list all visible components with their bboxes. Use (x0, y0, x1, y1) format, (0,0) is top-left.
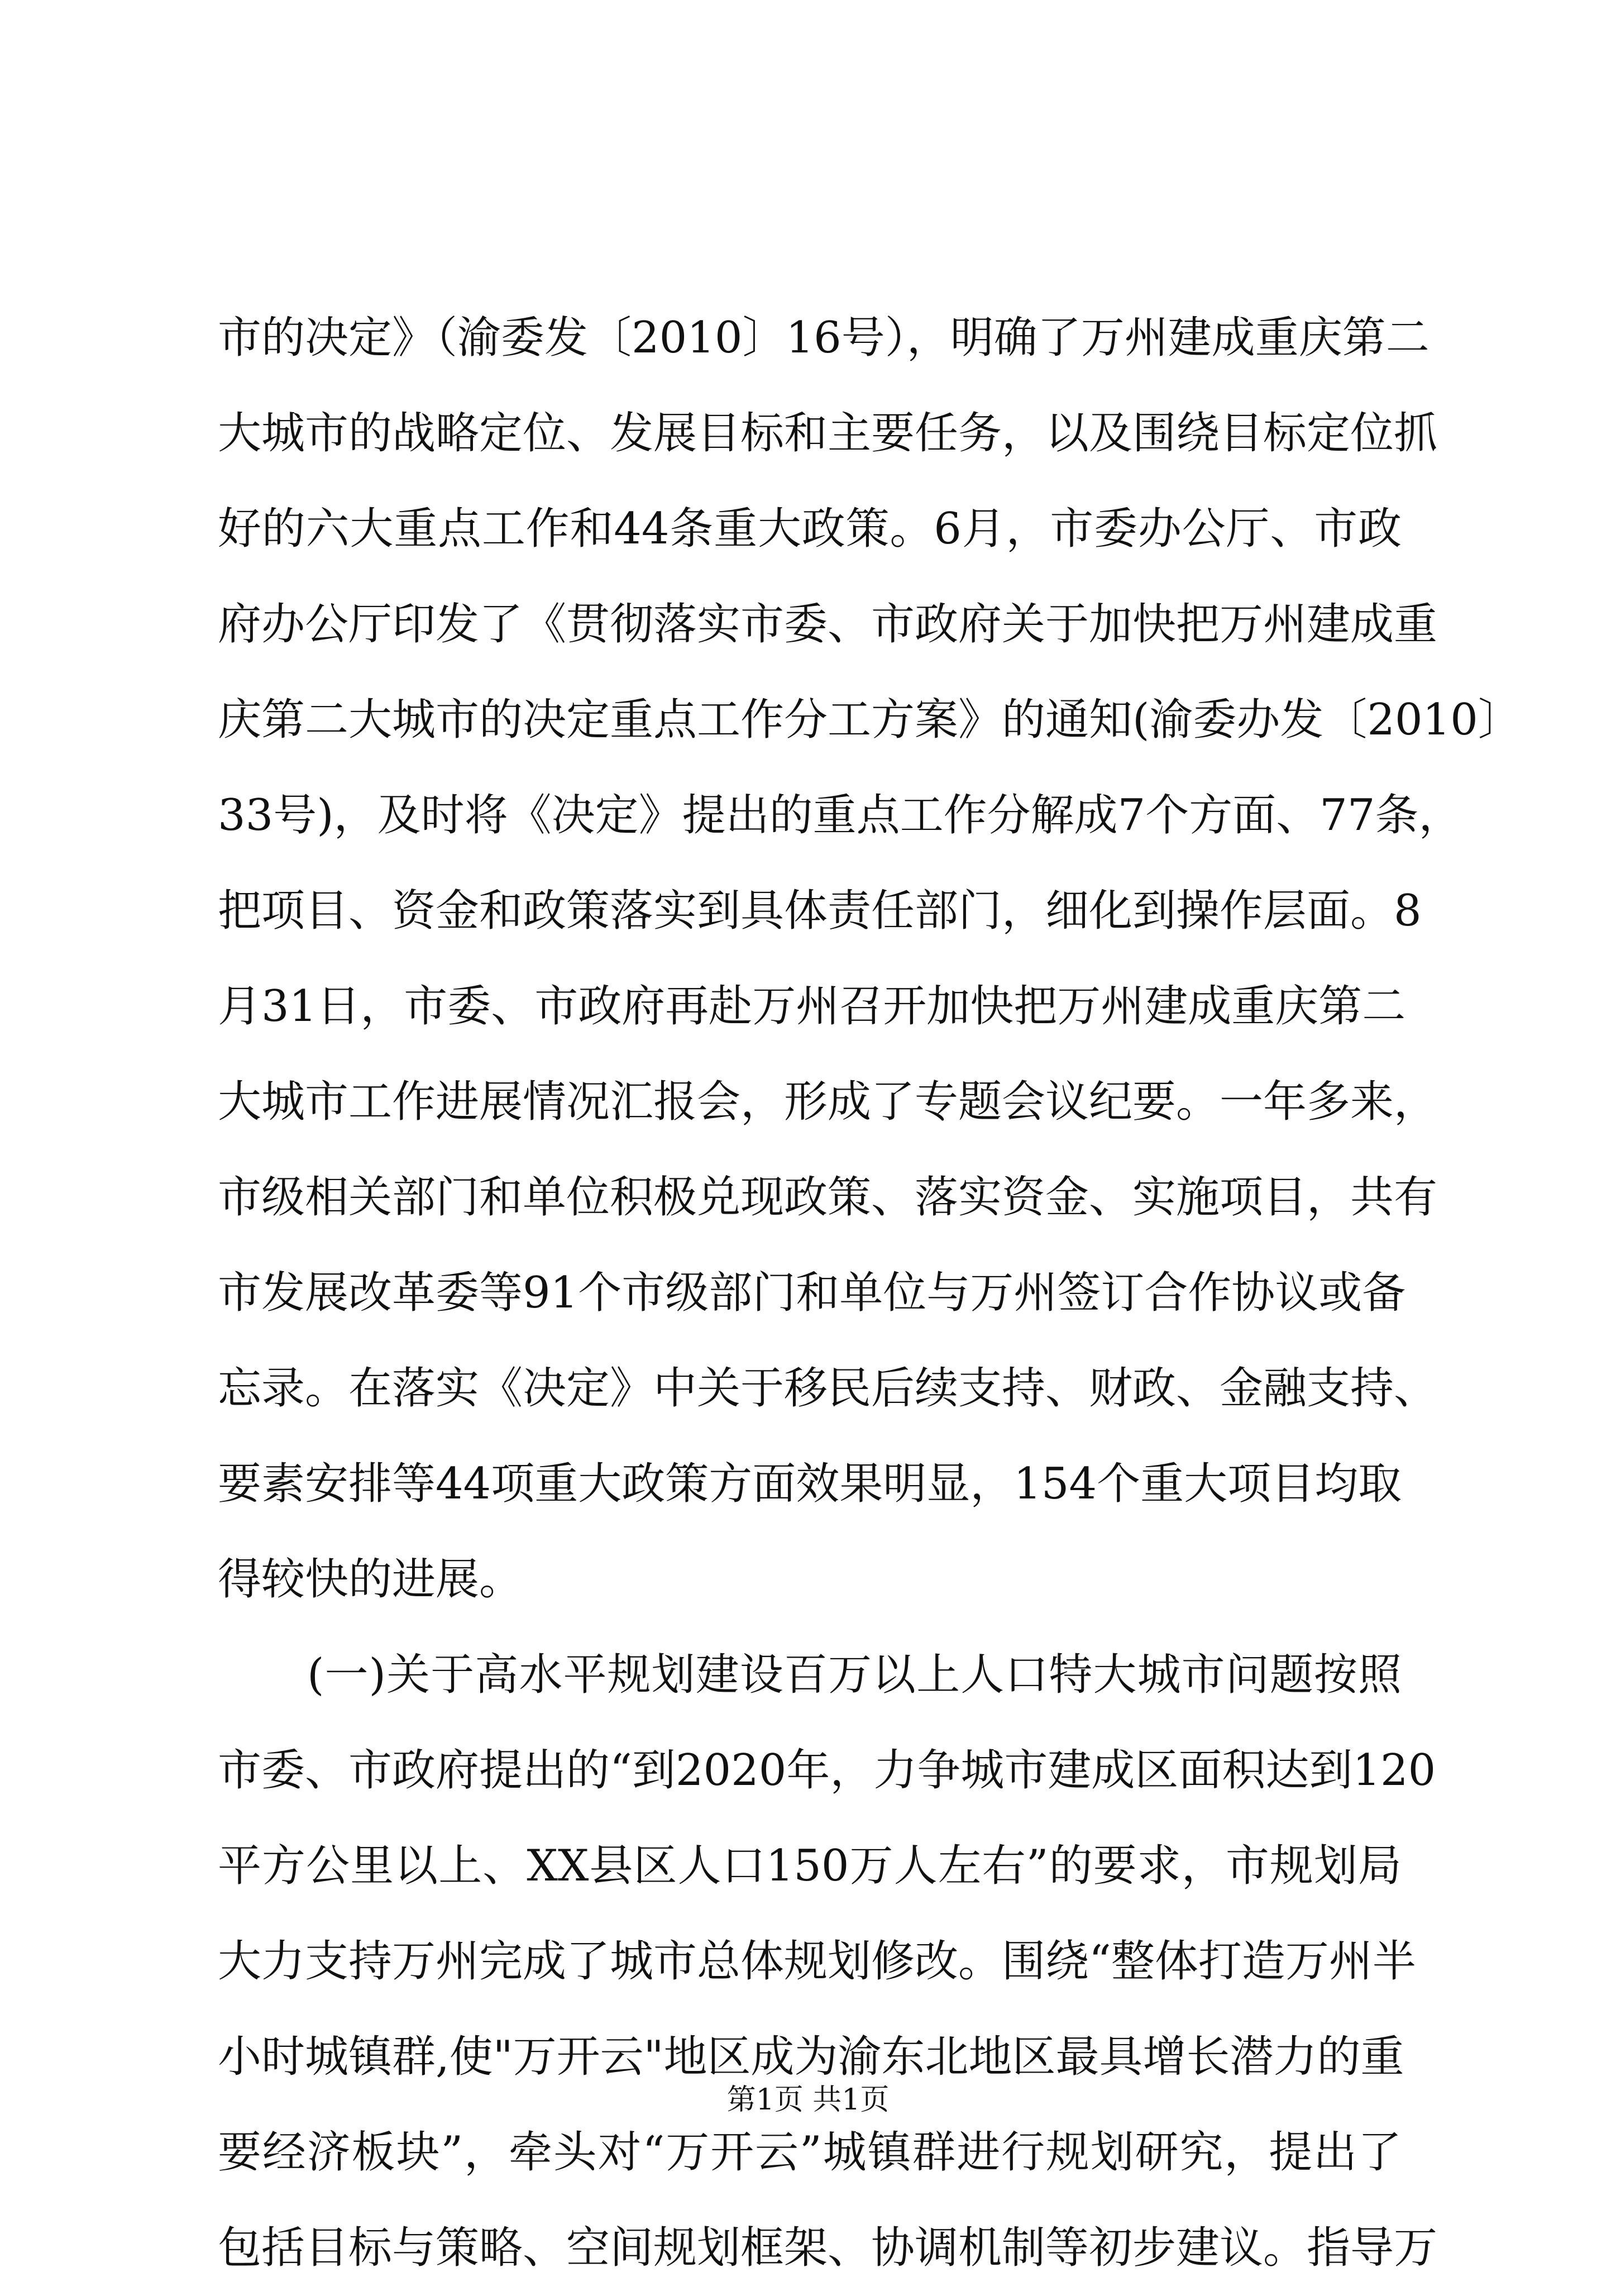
text-line: 大城市的战略定位、发展目标和主要任务，以及围绕目标定位抓 (218, 408, 1438, 459)
text-line: 包括目标与策略、空间规划框架、协调机制等初步建议。指导万 (218, 2223, 1438, 2273)
text-line: 要经济板块”，牵头对“万开云”城镇群进行规划研究，提出了 (218, 2127, 1402, 2178)
text-line: 大城市工作进展情况汇报会，形成了专题会议纪要。一年多来， (218, 1077, 1438, 1127)
text-line: 月31日，市委、市政府再赴万州召开加快把万州建成重庆第二 (218, 981, 1406, 1032)
text-line: 府办公厅印发了《贯彻落实市委、市政府关于加快把万州建成重 (218, 599, 1438, 650)
text-line: 把项目、资金和政策落实到具体责任部门，细化到操作层面。8 (218, 886, 1422, 936)
text-line: 得较快的进展。 (218, 1554, 523, 1605)
text-line: 市发展改革委等91个市级部门和单位与万州签订合作协议或备 (218, 1268, 1406, 1318)
body-text (218, 290, 1522, 2296)
text-line: 市委、市政府提出的“到2020年，力争城市建成区面积达到120 (218, 1745, 1436, 1796)
text-line: 忘录。在落实《决定》中关于移民后续支持、财政、金融支持、 (218, 1363, 1438, 1414)
text-line: 要素安排等44项重大政策方面效果明显，154个重大项目均取 (218, 1459, 1402, 1509)
page-footer: 第1页 共1页 (726, 2083, 890, 2117)
text-line: 庆第二大城市的决定重点工作分工方案》的通知(渝委办发〔2010〕 (218, 695, 1522, 745)
text-line: 市级相关部门和单位积极兑现政策、落实资金、实施项目，共有 (218, 1172, 1438, 1223)
text-line: 平方公里以上、XX县区人口150万人左右”的要求，市规划局 (218, 1841, 1402, 1891)
text-line: 好的六大重点工作和44条重大政策。6月，市委办公厅、市政 (218, 504, 1402, 554)
text-line: 小时城镇群,使"万开云"地区成为渝东北地区最具增长潜力的重 (218, 2032, 1404, 2082)
text-line: (一)关于高水平规划建设百万以上人口特大城市问题按照 (307, 1650, 1402, 1700)
text-line: 大力支持万州完成了城市总体规划修改。围绕“整体打造万州半 (218, 1936, 1416, 1987)
text-line: 市的决定》（渝委发〔2010〕16号），明确了万州建成重庆第二 (218, 313, 1429, 363)
text-line: 33号)，及时将《决定》提出的重点工作分解成7个方面、77条， (218, 790, 1462, 841)
